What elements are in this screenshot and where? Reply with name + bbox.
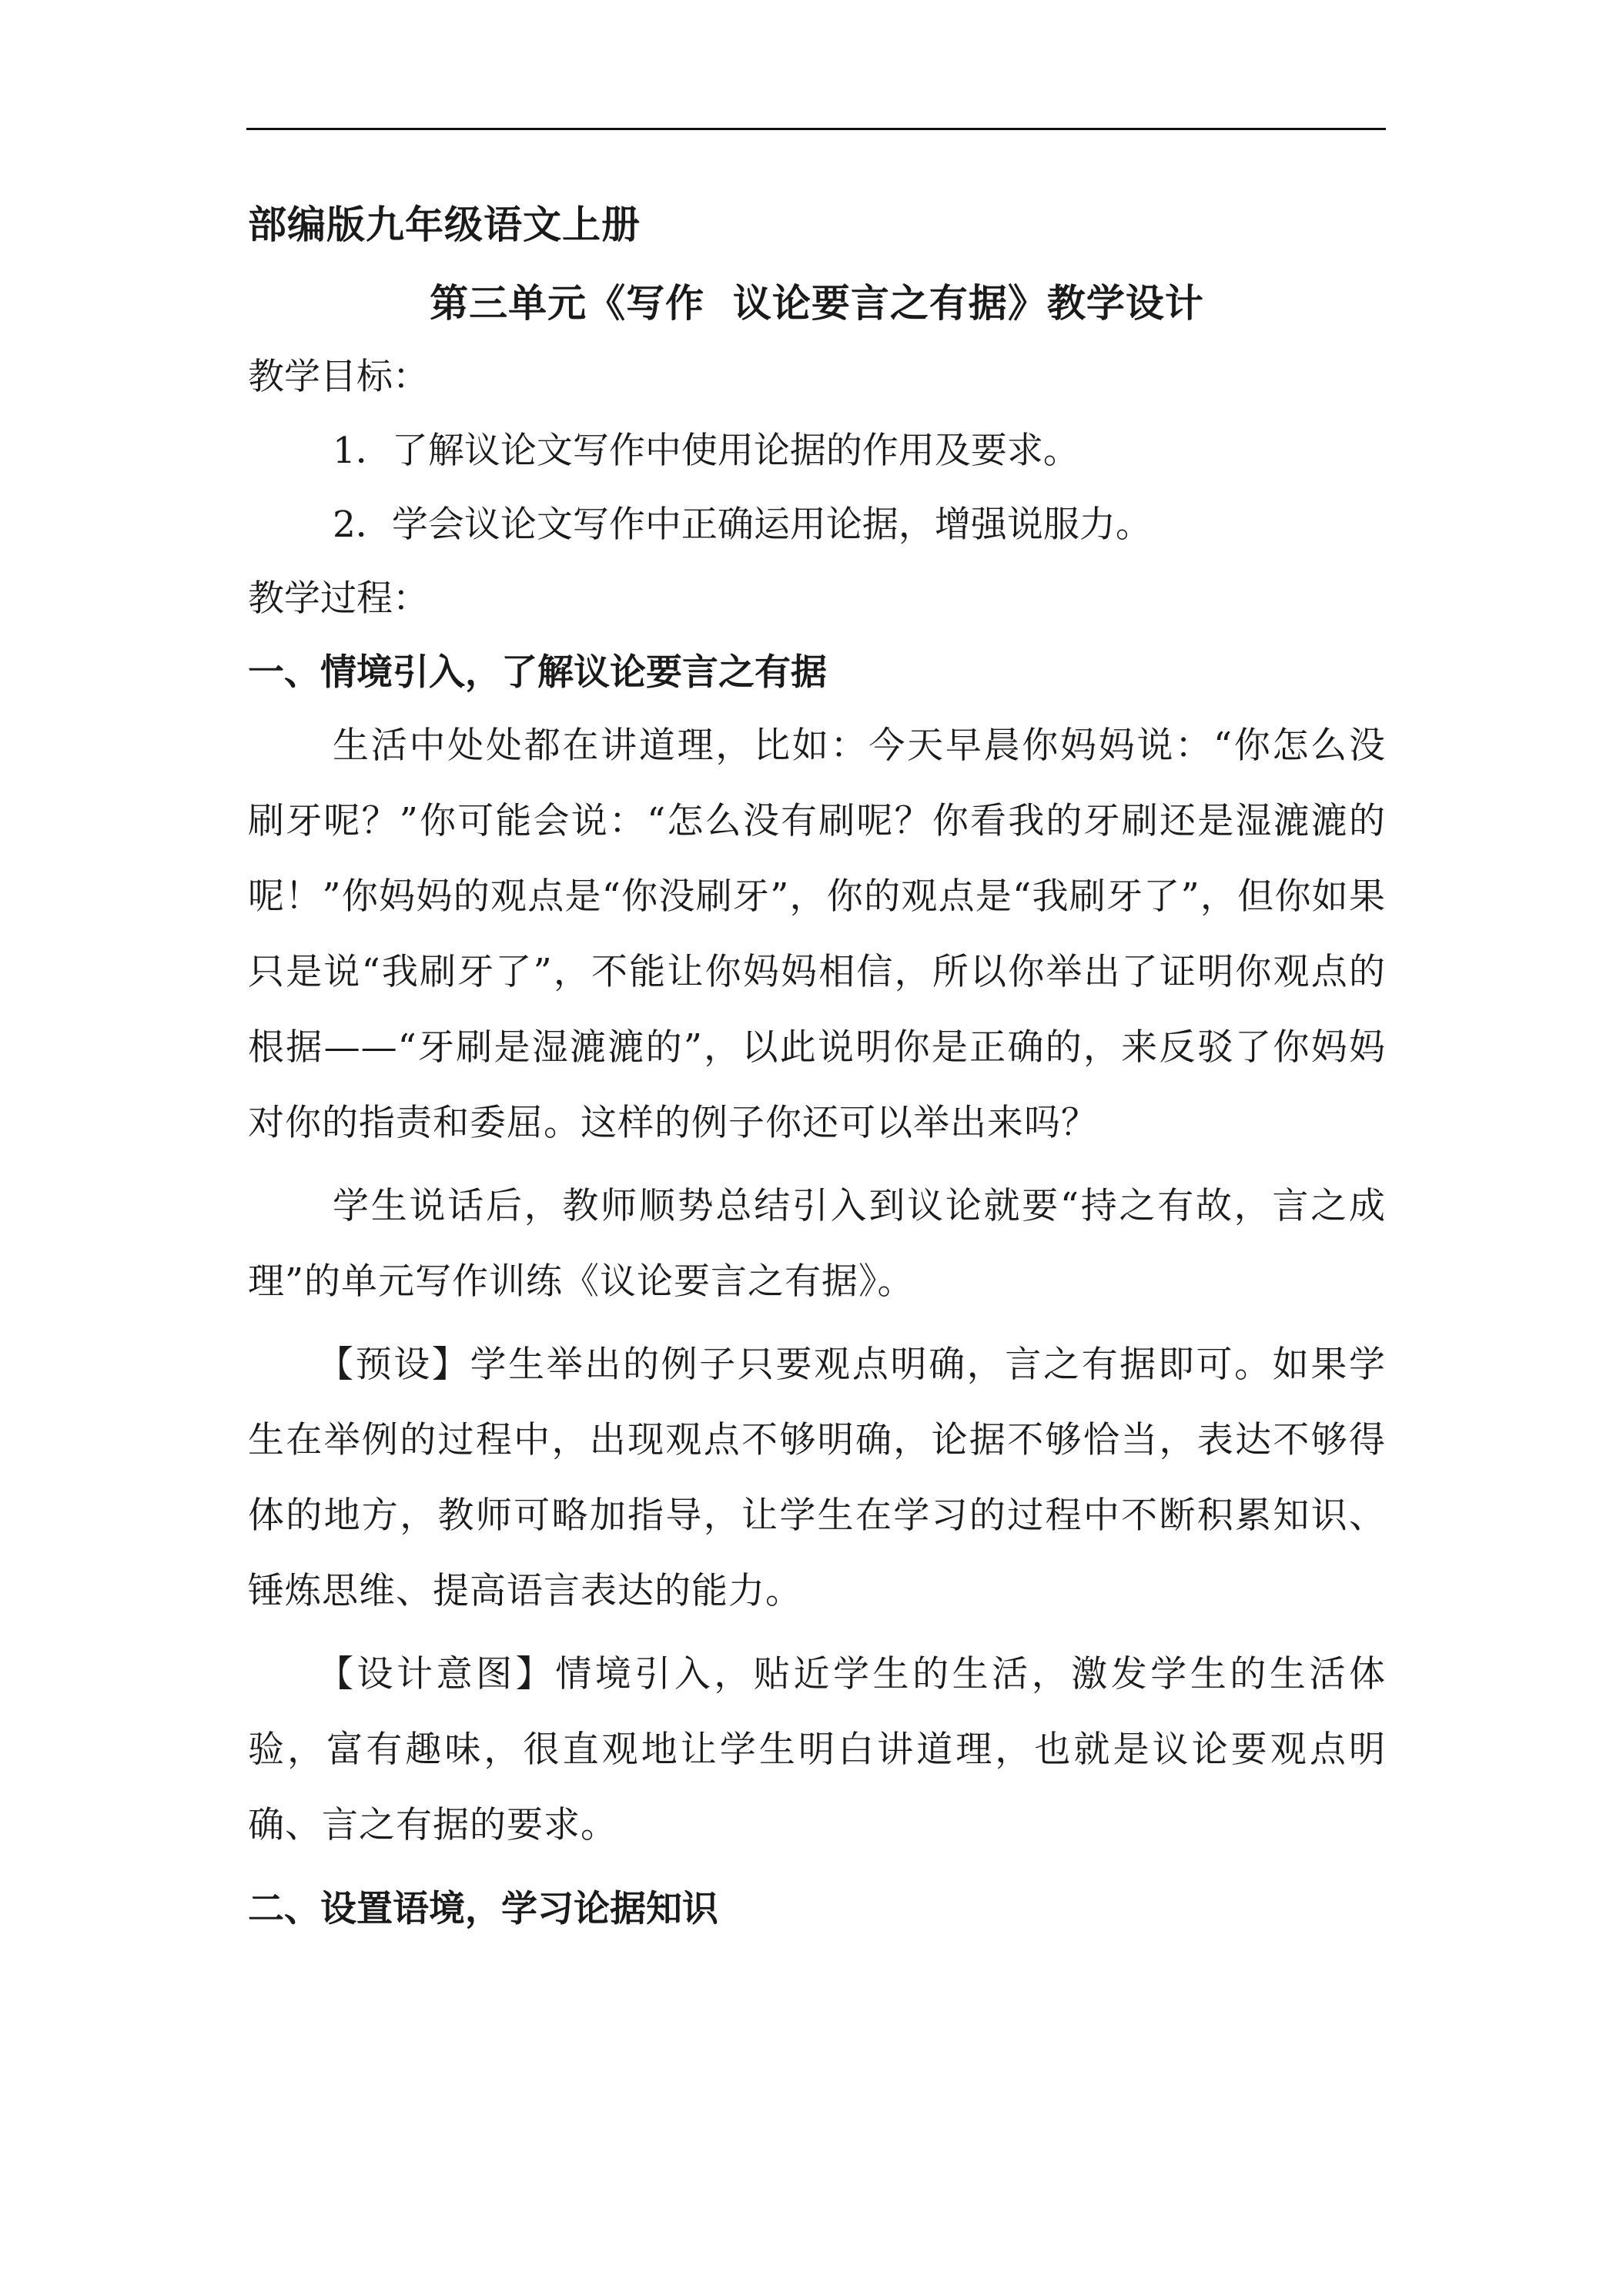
- section-heading-1: 一、情境引入，了解议论要言之有据: [248, 651, 827, 694]
- header-rule: [246, 128, 1386, 130]
- paragraph-scenario: 生活中处处都在讲道理，比如：今天早晨你妈妈说：“你怎么没刷牙呢？”你可能会说：“怎么没有刷呢？你看我的牙刷还是湿漉漉的呢！”你妈妈的观点是“你没刷牙”，你的观点是“我刷牙了”，但你如果只是说“我刷牙了”，不能让你妈妈相信，所以你举出了证明你观点的根据——“牙刷是湿漉漉的”，以此说明你是正确的，来反驳了你妈妈对你的指责和委屈。这样的例子你还可以举出来吗？: [248, 725, 1386, 1144]
- objective-item: 1．了解议论文写作中使用论据的作用及要求。: [333, 430, 1079, 472]
- document-body: [248, 197, 1386, 1937]
- document-title-line2: 第三单元《写作 议论要言之有据》教学设计: [430, 281, 1204, 326]
- section-heading-2: 二、设置语境，学习论据知识: [248, 1888, 718, 1930]
- objectives-label: 教学目标：: [248, 356, 429, 398]
- paragraph-preset: 【预设】学生举出的例子只要观点明确，言之有据即可。如果学生在举例的过程中，出现观点不够明确，论据不够恰当，表达不够得体的地方，教师可略加指导，让学生在学习的过程中不断积累知识、锤炼思维、提高语言表达的能力。: [248, 1344, 1386, 1612]
- paragraph-summary: 学生说话后，教师顺势总结引入到议论就要“持之有故，言之成理”的单元写作训练《议论要言之有据》。: [248, 1185, 1386, 1303]
- document-title-line1: 部编版九年级语文上册: [248, 202, 641, 247]
- process-label: 教学过程：: [248, 577, 429, 620]
- objective-item: 2．学会议论文写作中正确运用论据，增强说服力。: [333, 504, 1152, 546]
- paragraph-design-intent: 【设计意图】情境引入，贴近学生的生活，激发学生的生活体验，富有趣味，很直观地让学生明白讲道理，也就是议论要观点明确、言之有据的要求。: [248, 1653, 1386, 1846]
